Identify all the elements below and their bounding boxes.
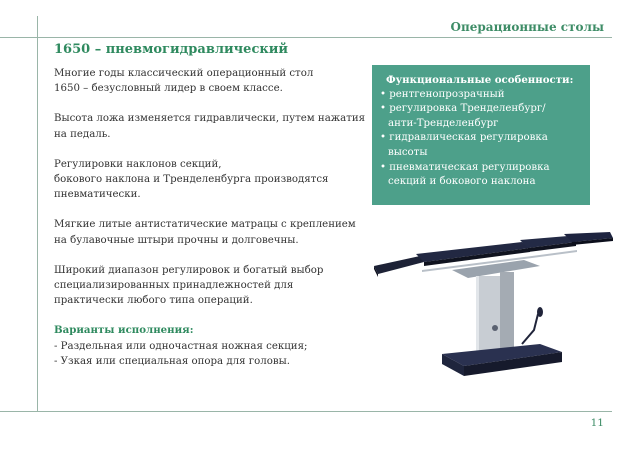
features-list	[380, 88, 584, 190]
base	[442, 344, 562, 376]
variants-heading: Варианты исполнения:	[54, 324, 194, 337]
text-line: специализированных принадлежностей для	[54, 280, 294, 292]
text-line: на булавочные штыри прочны и долговечны.	[54, 234, 299, 246]
feature-line: • пневматическая регулировка	[380, 161, 550, 173]
column	[476, 272, 514, 356]
feature-line-cont: анти-Тренделенбург	[388, 117, 499, 129]
text-line: на педаль.	[54, 128, 111, 140]
feature-item	[380, 88, 584, 103]
page-title: 1650 – пневмогидравлический	[54, 42, 289, 57]
paragraph-mattress	[54, 217, 370, 247]
feature-line-cont: высоты	[388, 146, 428, 158]
description-text	[54, 66, 370, 384]
feature-line: • гидравлическая регулировка	[380, 132, 548, 144]
text-line: Широкий диапазон регулировок и богатый выбор	[54, 264, 324, 276]
text-line: Многие годы классический операционный стол	[54, 68, 314, 79]
text-line: бокового наклона и Тренделенбурга производятся	[54, 174, 329, 186]
text-line: Мягкие литые антистатические матрацы с креплением	[54, 219, 356, 231]
feature-line: • регулировка Тренделенбург/	[380, 103, 546, 115]
paragraph-accessories	[54, 263, 370, 309]
text-line: Регулировки наклонов секций,	[54, 158, 222, 170]
feature-line: • рентгенопрозрачный	[380, 88, 505, 100]
text-line: пневматически.	[54, 189, 141, 201]
features-box	[372, 65, 590, 205]
top-plate	[452, 260, 540, 278]
text-line: 1650 – безусловный лидер в своем классе.	[54, 83, 283, 95]
variant-item: - Раздельная или одночастная ножная секция;	[54, 340, 308, 352]
feature-item	[380, 161, 584, 190]
section-title: Операционные столы	[450, 20, 604, 34]
page-number: 11	[590, 417, 604, 429]
feature-item	[380, 131, 584, 160]
features-title: Функциональные особенности:	[386, 74, 574, 86]
feature-line-cont: секций и бокового наклона	[388, 176, 536, 188]
paragraph-height	[54, 111, 370, 141]
bottom-divider	[0, 411, 612, 412]
text-line: Высота ложа изменяется гидравлически, путем нажатия	[54, 113, 366, 125]
paragraph-adjustments	[54, 157, 370, 203]
paragraph-intro	[54, 66, 370, 96]
text-line: практически любого типа операций.	[54, 295, 253, 307]
variant-item: - Узкая или специальная опора для головы.	[54, 355, 290, 367]
operating-table-image	[372, 226, 614, 386]
variants-section	[54, 323, 370, 369]
foot-pedal	[522, 307, 543, 344]
left-divider	[37, 16, 38, 412]
top-divider	[0, 37, 612, 38]
feature-item	[380, 102, 584, 131]
